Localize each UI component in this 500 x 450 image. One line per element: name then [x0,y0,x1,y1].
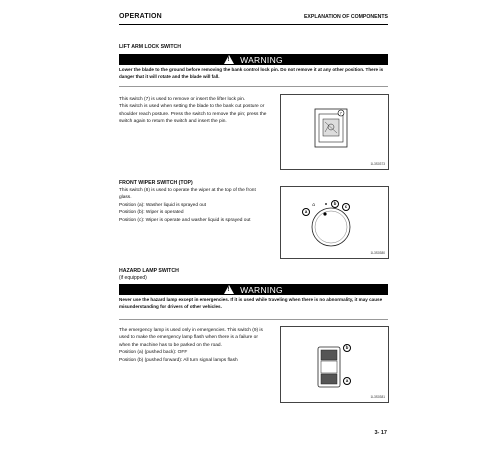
warning-icon: ! [224,285,234,294]
hazard-para-1: The emergency lamp is used only in emergencies. This switch (9) is used to make the emergency lamp flash when there is a failure or when the machine has to be parked on the road. [119,328,263,348]
wiper-symbol-icon: ⌂ [312,202,316,208]
figure-id: 1L3S0381 [370,395,385,399]
divider [119,86,388,87]
svg-text:7: 7 [339,110,342,116]
page-number: 3- 17 [374,430,387,436]
lift-arm-switch-drawing [281,95,388,169]
wiper-body [119,187,269,224]
warning-icon: ! [224,55,234,64]
lift-arm-para-1: This switch (7) is used to remove or insert the lifter lock pin. [119,97,246,102]
hazard-switch-drawing [281,327,388,402]
hazard-pos-a: Position (a) (pushed back): OFF [119,350,188,356]
lift-arm-warning-text: Lower the blade to the ground before removing the bank control lock pin. Do not remove it at any other position. There is danger that it will rotate and the blade will fall. [119,67,384,79]
wiper-pos-b: Position (b): Wiper is operated [119,210,184,216]
divider [119,319,388,320]
callout-c: c [342,203,350,211]
lift-arm-figure [280,94,389,170]
lift-arm-para-2: This switch is used when setting the blade to the bank cut posture or shoulder reach posture. Press the switch to remove the pin; press the switch again to return the switch and insert the pin. [119,104,267,125]
callout-b: b [331,200,339,208]
hazard-title: HAZARD LAMP SWITCH [119,268,179,274]
callout-a: a [302,208,310,216]
hazard-subtitle: (if equipped) [119,275,147,281]
wiper-para-1: This switch (8) is used to operate the wiper at the top of the front glass. [119,188,256,201]
subsection-title: EXPLANATION OF COMPONENTS [303,14,388,20]
header-rule [119,24,388,25]
warning-label: WARNING [240,284,283,295]
callout-a: a [343,377,351,385]
lift-arm-title: LIFT ARM LOCK SWITCH [119,44,182,50]
hazard-figure [280,326,389,403]
hazard-warning-bar [119,284,388,295]
figure-id: 1L3S0380 [370,251,385,255]
wiper-pos-a: Position (a): Washer liquid is sprayed out [119,202,207,208]
hazard-pos-b: Position (b) (pushed forward): All turn signal lamps flash [119,357,238,363]
figure-id: 1L3S0373 [370,162,385,166]
hazard-body [119,327,269,364]
callout-b: b [343,344,351,352]
wiper-switch-drawing [281,187,388,258]
section-title: OPERATION [119,13,162,20]
wiper-title: FRONT WIPER SWITCH (TOP) [119,180,193,186]
wiper-figure [280,186,389,259]
lift-arm-body [119,96,269,126]
warning-label: WARNING [240,54,283,65]
hazard-warning-text: Never use the hazard lamp except in emergencies. If it is used while traveling when there is no abnormality, it may cause misunderstanding for drivers of other vehicles. [119,297,383,309]
lift-arm-warning-bar [119,54,388,65]
wiper-pos-c: Position (c): Wiper is operate and washer liquid is sprayed out [119,217,251,223]
